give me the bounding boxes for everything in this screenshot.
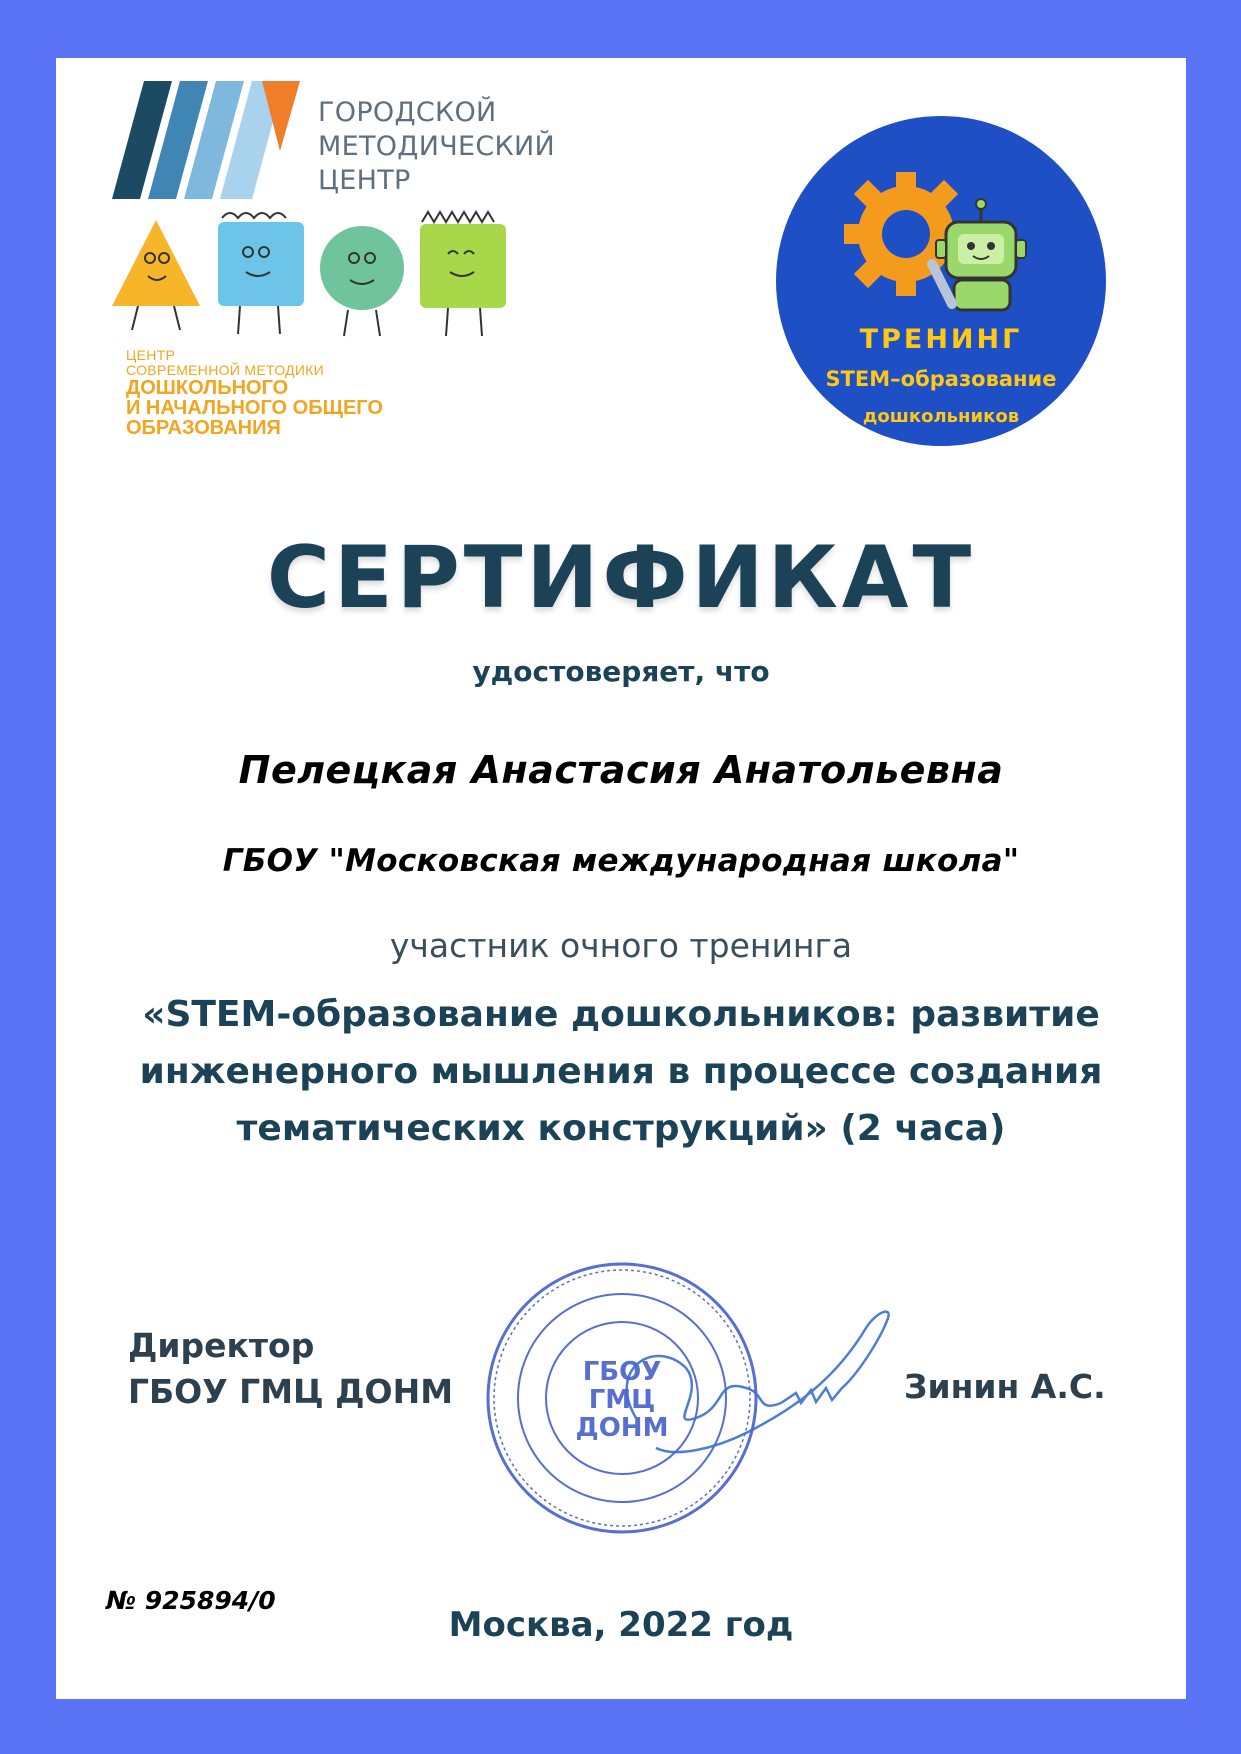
gmc-line-1: ГОРОДСКОЙ xyxy=(318,97,497,128)
place-date: Москва, 2022 год xyxy=(448,1605,794,1645)
gmc-line-3: ЦЕНТР xyxy=(318,165,411,196)
center-line-2: СОВРЕМЕННОЙ МЕТОДИКИ xyxy=(126,362,325,378)
certificate-title: СЕРТИФИКАТ xyxy=(266,528,976,628)
gmc-logo-icon xyxy=(112,81,302,201)
course-line-3: тематических конструкций» (2 часа) xyxy=(236,1108,1006,1149)
center-line-3: ДОШКОЛЬНОГО xyxy=(126,377,289,399)
director-org: ГБОУ ГМЦ ДОНМ xyxy=(128,1372,454,1411)
certifies-text: удостоверяет, что xyxy=(472,655,770,688)
director-block xyxy=(128,1323,453,1415)
course-line-1: «STEM-образование дошкольников: развитие xyxy=(142,994,1100,1035)
course-title xyxy=(56,986,1186,1157)
training-badge xyxy=(776,116,1106,446)
course-line-2: инженерного мышления в процессе создания xyxy=(139,1051,1103,1092)
mascots-icon xyxy=(108,208,508,348)
stamp-line-1: ГБОУ xyxy=(582,1357,662,1387)
signer-name: Зинин А.С. xyxy=(904,1367,1106,1406)
gmc-line-2: МЕТОДИЧЕСКИЙ xyxy=(318,131,555,162)
center-line-1: ЦЕНТР xyxy=(126,347,176,363)
certificate-number: № 925894/0 xyxy=(106,1586,276,1615)
certificate-sheet xyxy=(56,58,1186,1699)
person-name: Пелецкая Анастасия Анатольевна xyxy=(238,748,1004,792)
badge-line-3: дошкольников xyxy=(862,406,1020,427)
badge-line-2: STEM–образование xyxy=(825,367,1057,391)
gear-robot-icon xyxy=(836,164,1046,314)
center-logo-text xyxy=(126,348,456,438)
director-title: Директор xyxy=(128,1326,315,1365)
center-line-4: И НАЧАЛЬНОГО ОБЩЕГО xyxy=(126,397,383,419)
school-name: ГБОУ "Московская международная школа" xyxy=(222,843,1020,879)
stamp-line-2: ГМЦ xyxy=(588,1385,656,1415)
participation-text: участник очного тренинга xyxy=(389,926,853,965)
badge-line-1: ТРЕНИНГ xyxy=(859,324,1023,355)
center-line-5: ОБРАЗОВАНИЯ xyxy=(126,417,281,439)
gmc-logo-text xyxy=(318,96,555,198)
signature-icon xyxy=(596,1298,896,1468)
stamp-line-3: ДОНМ xyxy=(575,1413,669,1443)
